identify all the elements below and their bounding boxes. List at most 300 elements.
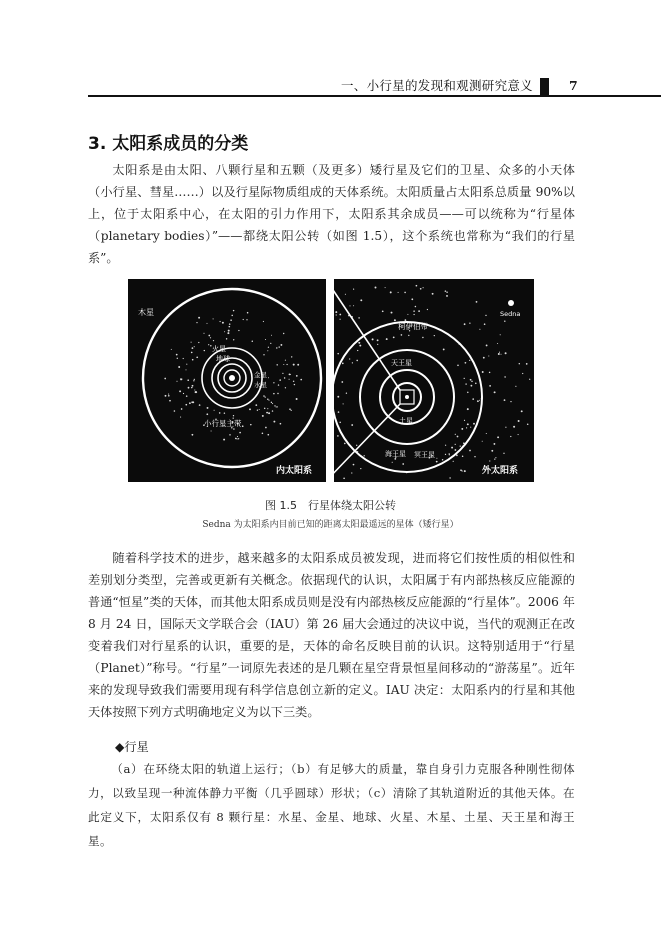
belt-dot [176,381,177,382]
belt-dot [237,438,238,439]
label-asteroid-belt: 小行星主带 [204,419,242,428]
belt-dot [358,342,360,344]
belt-dot [351,472,352,473]
belt-dot [432,293,434,295]
belt-dot [408,335,409,336]
belt-dot [213,340,214,341]
belt-dot [527,424,529,426]
belt-dot [262,433,264,435]
belt-dot [342,363,344,365]
sedna-dot [508,300,514,306]
belt-dot [515,386,516,387]
belt-dot [339,422,340,423]
solar-system-figure [128,279,534,482]
belt-dot [476,301,478,303]
belt-dot [464,378,465,379]
belt-dot [470,427,471,428]
belt-dot [284,377,285,378]
belt-dot [230,319,232,321]
belt-dot [228,330,230,332]
belt-dot [405,319,407,321]
belt-dot [267,434,269,436]
belt-dot [462,455,464,457]
belt-dot [404,292,406,294]
belt-dot [296,398,298,400]
belt-dot [500,334,501,335]
belt-dot [467,392,468,393]
belt-dot [360,299,362,301]
page-number: 7 [569,78,578,93]
belt-dot [185,404,187,406]
belt-dot [242,425,244,427]
belt-dot [451,447,453,449]
belt-dot [504,320,505,321]
belt-dot [422,337,423,338]
belt-dot [505,427,506,428]
belt-dot [239,432,241,434]
belt-dot [204,350,205,351]
belt-dot [273,393,275,395]
belt-dot [238,330,239,331]
belt-dot [290,374,291,375]
belt-dot [180,378,182,380]
belt-dot [267,350,268,351]
belt-dot [351,424,353,426]
belt-dot [300,379,302,381]
belt-dot [446,292,447,293]
belt-dot [276,347,277,348]
belt-dot [486,344,488,346]
belt-dot [364,455,365,456]
belt-dot [393,337,395,339]
belt-dot [494,458,495,459]
belt-dot [226,338,227,339]
belt-dot [164,378,166,380]
belt-dot [488,355,489,356]
belt-dot [271,402,272,403]
label-kuiper-belt: 柯伊伯带 [398,322,428,331]
belt-dot [168,395,170,397]
belt-dot [196,322,197,323]
belt-dot [469,450,471,452]
belt-dot [247,312,249,314]
belt-dot [356,445,357,446]
belt-dot [279,346,280,347]
belt-dot [191,401,193,403]
belt-dot [356,360,358,362]
figure-caption: 图 1.5 行星体绕太阳公转 [265,499,396,512]
belt-dot [186,364,187,365]
belt-dot [423,287,424,288]
label-saturn: 土星 [399,417,413,425]
label-sedna: Sedna [500,310,521,318]
belt-dot [445,454,446,455]
belt-dot [265,397,266,398]
belt-dot [268,347,269,348]
belt-dot [189,402,191,404]
belt-dot [391,312,393,314]
belt-dot [455,434,456,435]
belt-dot [206,323,207,324]
label-uranus: 天王星 [391,359,412,367]
belt-dot [219,321,220,322]
belt-dot [442,459,444,461]
figure-note: Sedna 为太阳系内目前已知的距离太阳最遥远的星体（矮行星） [202,520,459,530]
belt-dot [224,331,225,332]
bullet-planet-heading: ◆行星 [115,740,149,754]
belt-dot [181,408,183,410]
belt-dot [210,337,211,338]
belt-dot [434,335,435,336]
belt-dot [495,457,496,458]
belt-dot [265,339,266,340]
belt-dot [264,408,265,409]
belt-dot [505,352,507,354]
belt-dot [285,387,286,388]
belt-dot [186,395,188,397]
belt-dot [191,434,193,436]
paragraph-planet-definition: （a）在环绕太阳的轨道上运行；（b）有足够大的质量，靠自身引力克服各种刚性彻体力，以致呈现一种流体静力平衡（几乎圆球）形状；（c）清除了其轨道附近的其他天体。在此定义下，太阳系仅有 8 颗行星：水星、金星、地球、火星、木星、土星、天王星和海王星。 [88,762,575,848]
belt-dot [466,427,467,428]
belt-dot [291,410,292,411]
belt-dot [471,381,472,382]
belt-dot [394,319,396,321]
belt-dot [457,365,459,367]
belt-dot [286,364,287,365]
running-header [88,78,661,98]
belt-dot [296,375,298,377]
belt-dot [464,470,466,472]
belt-dot [526,363,528,365]
belt-dot [271,335,272,336]
belt-dot [191,352,193,354]
belt-dot [464,420,465,421]
belt-dot [183,393,184,394]
belt-dot [349,358,350,359]
belt-dot [518,420,520,422]
belt-dot [519,363,520,364]
belt-dot [169,400,171,402]
belt-dot [510,436,511,437]
belt-dot [460,445,461,446]
belt-dot [194,379,195,380]
belt-dot [178,366,180,368]
belt-dot [465,362,467,364]
belt-dot [279,379,281,381]
belt-dot [195,391,197,393]
belt-dot [427,309,428,310]
belt-dot [343,478,345,480]
belt-dot [522,373,523,374]
belt-dot [267,398,268,399]
label-pluto: 冥王星 [414,451,435,459]
belt-dot [469,360,470,361]
belt-dot [196,356,198,358]
belt-dot [402,463,404,465]
belt-dot [191,387,192,388]
belt-dot [455,444,456,445]
belt-dot [420,288,422,290]
belt-dot [353,305,354,306]
belt-dot [446,295,448,297]
belt-dot [270,343,271,344]
belt-dot [198,342,199,343]
paragraph-classification: 随着科学技术的进步，越来越多的太阳系成员被发现，进而将它们按性质的相似性和差别划分类型，完善或更新有关概念。依据现代的认识，太阳属于有内部热核反应能源的普通“恒星”类的天体，而其他太阳系成员则是没有内部热核反应能源的“行星体”。2006 年 8 月 24 日，国际天文学联合会（IAU）第 26 届大会通过的决议中说，当代的观测正在改变着我们对行星系的认识，重要的是，天体的命名反映目前的认识。这特别适用于“行星（Planet）”称号。“行星”一词原先表述的是几颗在星空背景恒星间移动的“游荡星”。近年来的发现导致我们需要用现有科学信息创立新的定义。IAU 决定：太阳系内的行星和其他天体按照下列方式明确地定义为以下三类。 [88,551,575,719]
belt-dot [192,359,194,361]
belt-dot [482,371,484,373]
belt-dot [192,347,194,349]
belt-dot [337,353,339,355]
belt-dot [467,423,469,425]
belt-dot [473,423,475,425]
belt-dot [335,311,337,313]
belt-dot [413,310,415,312]
belt-dot [237,436,238,437]
belt-dot [411,298,413,300]
belt-dot [504,399,506,401]
belt-dot [386,338,388,340]
belt-dot [165,395,167,397]
belt-dot [198,317,200,319]
belt-dot [199,404,201,406]
belt-dot [265,427,267,429]
belt-dot [229,326,231,328]
belt-dot [497,436,499,438]
belt-dot [455,449,457,451]
belt-dot [168,394,169,395]
belt-dot [214,410,215,411]
belt-dot [394,458,396,460]
belt-dot [392,462,393,463]
belt-dot [343,403,344,404]
belt-dot [203,333,204,334]
belt-dot [489,460,490,461]
belt-dot [341,381,343,383]
belt-dot [276,406,277,407]
belt-dot [183,358,184,359]
belt-dot [479,400,480,401]
belt-dot [489,385,491,387]
belt-dot [266,412,268,414]
belt-dot [453,461,454,462]
belt-dot [470,385,472,387]
belt-dot [272,410,273,411]
belt-dot [345,294,346,295]
belt-dot [461,428,463,430]
belt-dot [289,408,291,410]
belt-dot [464,323,466,325]
belt-dot [268,400,269,401]
belt-dot [344,443,346,445]
belt-dot [491,450,493,452]
belt-dot [457,436,459,438]
belt-dot [268,377,269,378]
belt-dot [263,321,264,322]
belt-dot [243,319,244,320]
belt-dot [359,345,361,347]
belt-dot [443,348,445,350]
label-jupiter: 木星 [138,308,154,317]
belt-dot [227,332,229,334]
belt-dot [385,287,386,288]
belt-dot [263,395,265,397]
paragraph-intro: 太阳系是由太阳、八颗行星和五颗（及更多）矮行星及它们的卫星、众多的小天体（小行星、彗星……）以及行星际物质组成的天体系统。太阳质量占太阳系总质量 90%以上，位于太阳系中心，在太阳的引力作用下，太阳系其余成员——可以统称为“行星体（planetary bodies）”——都绕太阳公转（如图 1.5），这个系统也常称为“我们的行星系”。 [88,163,575,265]
belt-dot [177,358,178,359]
belt-dot [503,453,504,454]
belt-dot [233,428,235,430]
belt-dot [257,410,258,411]
belt-dot [445,445,446,446]
belt-dot [461,470,462,471]
belt-dot [294,384,295,385]
belt-dot [475,383,477,385]
belt-dot [349,305,350,306]
belt-dot [474,456,475,457]
belt-dot [188,387,190,389]
belt-dot [483,357,485,359]
label-mercury: 水星 [254,381,267,389]
belt-dot [259,409,260,410]
label-earth: 地球 [216,355,230,363]
belt-dot [187,379,189,381]
belt-dot [382,310,384,312]
belt-dot [246,319,247,320]
belt-dot [233,339,234,340]
belt-dot [486,433,487,434]
belt-dot [465,383,466,384]
belt-dot [493,443,495,445]
label-mars: 火星 [212,345,226,353]
belt-dot [208,335,210,337]
belt-dot [469,323,470,324]
belt-dot [191,342,192,343]
panel-divider [326,279,334,482]
belt-dot [352,362,353,363]
belt-dot [467,408,469,410]
belt-dot [358,317,360,319]
belt-dot [482,441,483,442]
label-venus: 金星 [254,371,267,379]
belt-dot [479,329,480,330]
belt-dot [194,346,195,347]
belt-dot [282,373,283,374]
belt-dot [283,364,284,365]
belt-dot [485,315,486,316]
belt-dot [521,410,523,412]
belt-dot [415,306,417,308]
belt-dot [472,398,474,400]
belt-dot [211,430,212,431]
belt-dot [413,314,414,315]
belt-dot [262,415,264,417]
belt-dot [293,364,295,366]
belt-dot [185,369,186,370]
belt-dot [263,354,264,355]
belt-dot [353,464,355,466]
belt-dot [436,461,438,463]
belt-dot [213,318,214,319]
belt-dot [499,352,500,353]
belt-dot [223,439,225,441]
belt-dot [353,289,354,290]
belt-dot [255,404,257,406]
belt-dot [229,323,231,325]
belt-dot [171,349,172,350]
belt-dot [501,354,502,355]
belt-dot [207,407,209,409]
belt-dot [208,344,209,345]
belt-dot [229,434,230,435]
belt-dot [224,412,225,413]
belt-dot [277,406,278,407]
belt-dot [268,412,270,414]
belt-dot [192,385,194,387]
belt-dot [360,468,361,469]
belt-dot [339,314,341,316]
belt-dot [277,393,278,394]
belt-dot [278,384,279,385]
belt-dot [449,454,450,455]
belt-dot [407,314,408,315]
belt-dot [194,389,195,390]
belt-dot [377,339,379,341]
belt-dot [518,434,519,435]
belt-dot [529,379,530,380]
belt-dot [233,310,234,311]
belt-dot [267,408,268,409]
belt-dot [238,438,239,439]
belt-dot [418,310,420,312]
label-outer-solar-system: 外太阳系 [482,466,519,476]
belt-dot [293,381,294,382]
belt-dot [291,356,292,357]
belt-dot [280,344,282,346]
belt-dot [219,412,221,414]
belt-dot [273,421,275,423]
belt-dot [510,401,511,402]
belt-dot [180,417,181,418]
belt-dot [398,292,399,293]
section-title: 3. 太阳系成员的分类 [88,134,249,154]
inner-panel-bg [128,279,326,482]
belt-dot [174,410,176,412]
belt-dot [416,285,418,287]
belt-dot [337,435,339,437]
belt-dot [489,372,491,374]
belt-dot [252,341,253,342]
solar-system-diagram [128,279,534,482]
belt-dot [346,393,347,394]
belt-dot [272,403,273,404]
belt-dot [338,411,340,413]
belt-dot [436,458,437,459]
belt-dot [401,334,403,336]
belt-dot [193,380,194,381]
belt-dot [285,360,286,361]
belt-dot [504,376,505,377]
label-neptune: 海王星 [385,450,406,458]
belt-dot [390,291,392,293]
belt-dot [297,364,299,366]
belt-dot [477,400,479,402]
belt-dot [377,344,378,345]
belt-dot [280,423,282,425]
belt-dot [179,390,181,392]
sun-outer [405,395,409,399]
belt-dot [497,343,498,344]
belt-dot [498,353,500,355]
belt-dot [289,379,290,380]
